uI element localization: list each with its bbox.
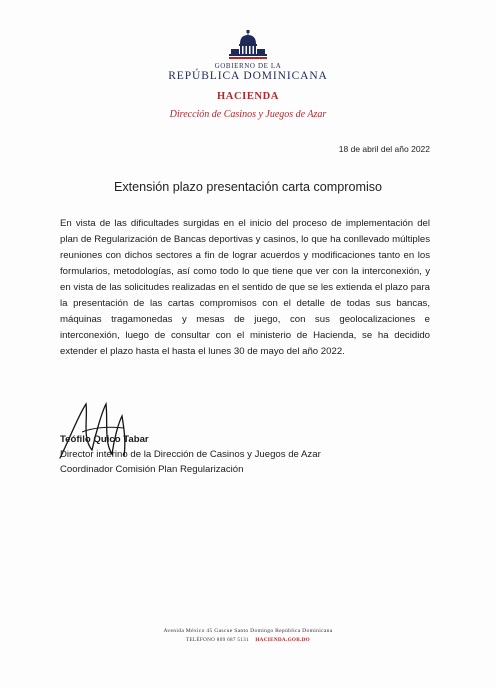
government-label: GOBIERNO DE LA <box>214 62 282 70</box>
footer-address: Avenida México 45 Gascue Santo Domingo República Dominicana <box>163 628 333 634</box>
national-palace-emblem-icon <box>228 30 268 60</box>
signer-title: Director interino de la Dirección de Casinos y Juegos de Azar <box>60 449 321 460</box>
country-name: REPÚBLICA DOMINICANA <box>168 70 328 82</box>
letterhead <box>0 30 496 120</box>
footer-website[interactable]: HACIENDA.GOB.DO <box>255 637 310 643</box>
signature-block <box>60 432 321 477</box>
signer-role: Coordinador Comisión Plan Regularización <box>60 464 244 475</box>
department-name: Dirección de Casinos y Juegos de Azar <box>169 109 327 120</box>
signer-name: Teófilo Quico Tabar <box>60 434 149 445</box>
letter-date: 18 de abril del año 2022 <box>338 144 430 154</box>
footer-contact <box>0 637 496 643</box>
letter-body: En vista de las dificultades surgidas en el inicio del proceso de implementación del plan de Regularización de Bancas deportivas y casinos, lo que ha conllevado múltiples reuniones con dichos sectores a fin de lograr acuerdos y modificaciones tanto en los formularios, metodologías, así como todo lo que tiene que ver con la interconexión, y en vista de las solicitudes realizadas en el sentido de que se les extienda el plazo para la presentación de las cartas compromisos con el detalle de todas sus bancas, máquinas tragamonedas y mesas de juego, con sus geolocalizaciones e interconexión, luego de consultar con el ministerio de Hacienda, se ha decidido extender el plazo hasta el hasta el lunes 30 de mayo del año 2022. <box>60 218 430 357</box>
footer-phone: TELÉFONO 809 687 5131 <box>186 637 249 643</box>
letter-subject: Extensión plazo presentación carta compromiso <box>113 180 383 194</box>
letter-footer <box>0 628 496 643</box>
agency-name: HACIENDA <box>217 91 279 102</box>
